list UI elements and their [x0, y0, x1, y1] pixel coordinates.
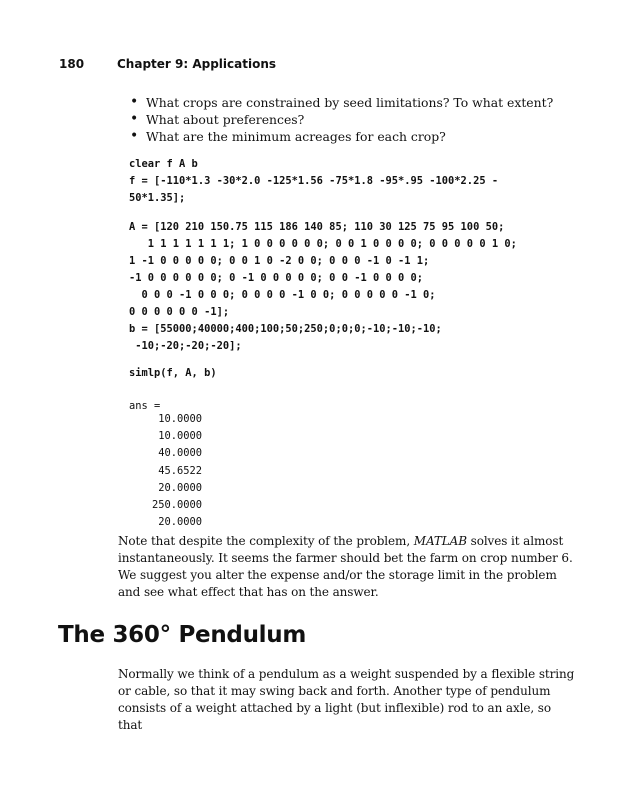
list-item-text: What about preferences?	[146, 112, 305, 127]
list-item	[128, 94, 553, 111]
note-text-start: Note that despite the complexity of the problem,	[118, 534, 414, 548]
page-header	[59, 57, 579, 75]
answer-value: 10.0000	[158, 413, 202, 425]
note-text-end: solves it almost instantaneously. It seems the farmer should bet the farm on crop number 6. We suggest you alter the expense and/or the storage limit in the problem and see what effect that has on the answer.	[118, 534, 573, 599]
note-paragraph	[118, 533, 578, 601]
code-block-simlp-call: simlp(f, A, b)	[129, 367, 217, 379]
list-item-text: What crops are constrained by seed limitations? To what extent?	[146, 95, 554, 110]
code-block-matrix: A = [120 210 150.75 115 186 140 85; 110 30 125 75 95 100 50; 1 1 1 1 1 1 1; 1 0 0 0 0 0 0; 0 0 1 0 0 0 0; 0 0 0 0 0 1 0; 1 -1 0 0 0 0 0; 0 0 1 0 -2 0 0; 0 0 0 -1 0 -1 1; -1 0 0 0 0 0 0; 0 -1 0 0 0 0 0; 0 0 -1 0 0 0 0; 0 0 0 -1 0 0 0; 0 0 0 0 -1 0 0; 0 0 0 0 0 -1 0; 0 0 0 0 0 0 -1]; b = [55000;40000;400;100;50;250;0;0;0;-10;-10;-10; -10;-20;-20;-20];	[129, 221, 517, 352]
list-item	[128, 128, 553, 145]
bullet-icon: •	[130, 128, 139, 144]
answer-value: 20.0000	[158, 516, 202, 529]
page-number: 180	[59, 57, 85, 71]
answer-values	[129, 411, 202, 531]
chapter-title: Chapter 9: Applications	[117, 57, 277, 71]
answer-value: 250.0000	[151, 499, 202, 512]
code-block-clear: clear f A b f = [-110*1.3 -30*2.0 -125*1.56 -75*1.8 -95*.95 -100*2.25 - 50*1.35];	[129, 158, 499, 204]
answer-value: 45.6522	[158, 464, 202, 477]
answer-value: 40.0000	[158, 447, 202, 460]
bullet-icon: •	[130, 94, 139, 110]
answer-value: 10.0000	[158, 430, 202, 443]
answer-value: 20.0000	[158, 481, 202, 494]
section-heading: The 360° Pendulum	[58, 622, 306, 648]
bullet-icon: •	[130, 111, 139, 127]
bullet-list	[128, 94, 553, 145]
list-item-text: What are the minimum acreages for each crop?	[146, 129, 446, 144]
pendulum-paragraph: Normally we think of a pendulum as a weight suspended by a flexible string or cable, so that it may swing back and forth. Another type of pendulum consists of a weight attached by a light (but inflexible) rod to an axle, so that	[118, 667, 575, 732]
list-item	[128, 111, 553, 128]
answer-label: ans =	[129, 400, 161, 412]
matlab-emphasis: MATLAB	[413, 534, 467, 548]
